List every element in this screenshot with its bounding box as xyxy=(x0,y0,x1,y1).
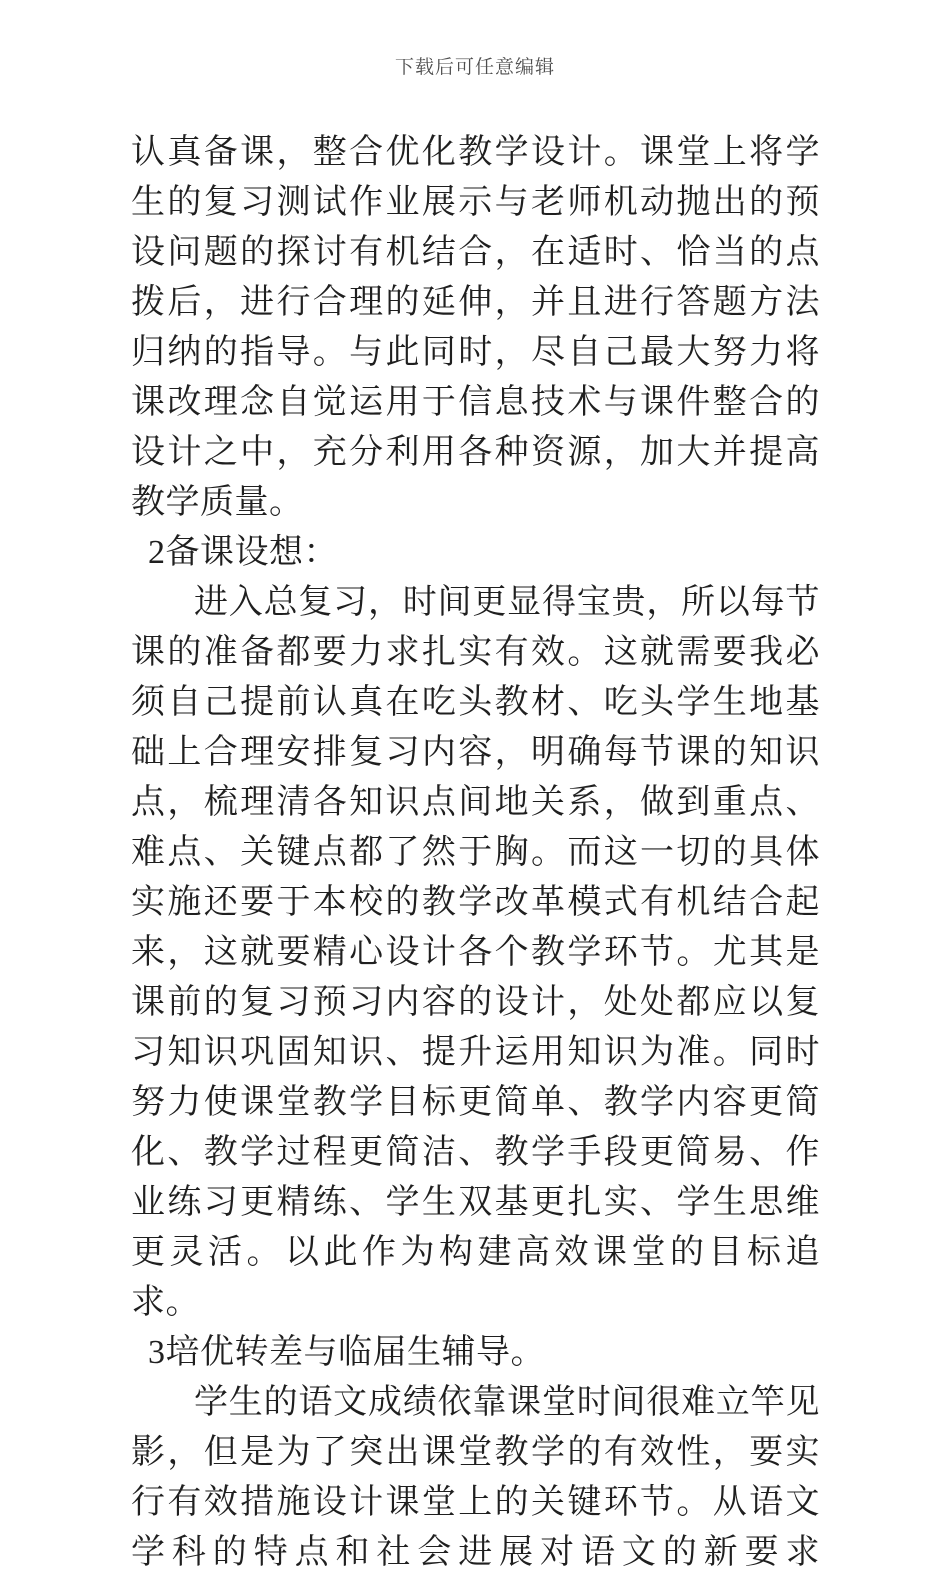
paragraph-lesson-preparation: 认真备课，整合优化教学设计。课堂上将学生的复习测试作业展示与老师机动抛出的预设问题的探讨有机结合，在适时、恰当的点拨后，进行合理的延伸，并且进行答题方法归纳的指导。与此同时，尽自己最大努力将课改理念自觉运用于信息技术与课件整合的设计之中，充分利用各种资源，加大并提高教学质量。 xyxy=(131,134,820,521)
paragraph-review-planning: 进入总复习，时间更显得宝贵，所以每节课的准备都要力求扎实有效。这就需要我必须自己提前认真在吃头教材、吃头学生地基础上合理安排复习内容，明确每节课的知识点，梳理清各知识点间地关系，做到重点、难点、关键点都了然于胸。而这一切的具体实施还要于本校的教学改革模式有机结合起来，这就要精心设计各个教学环节。尤其是课前的复习预习内容的设计，处处都应以复习知识巩固知识、提升运用知识为准。同时努力使课堂教学目标更简单、教学内容更简化、教学过程更简洁、教学手段更简易、作业练习更精练、学生双基更扎实、学生思维更灵活。以此作为构建高效课堂的目标追求。 xyxy=(131,584,820,1321)
page-header-note: 下载后可任意编辑 xyxy=(394,57,555,78)
paragraph-tutoring: 学生的语文成绩依靠课堂时间很难立竿见影，但是为了突出课堂教学的有效性，要实行有效措施设计课堂上的关键环节。从语文学科的特点和社会进展对语文的新要求 xyxy=(131,1384,820,1571)
section-heading-3: 3培优转差与临届生辅导。 xyxy=(148,1334,545,1371)
section-heading-2: 2备课设想： xyxy=(148,534,338,571)
document-body xyxy=(131,128,820,1578)
